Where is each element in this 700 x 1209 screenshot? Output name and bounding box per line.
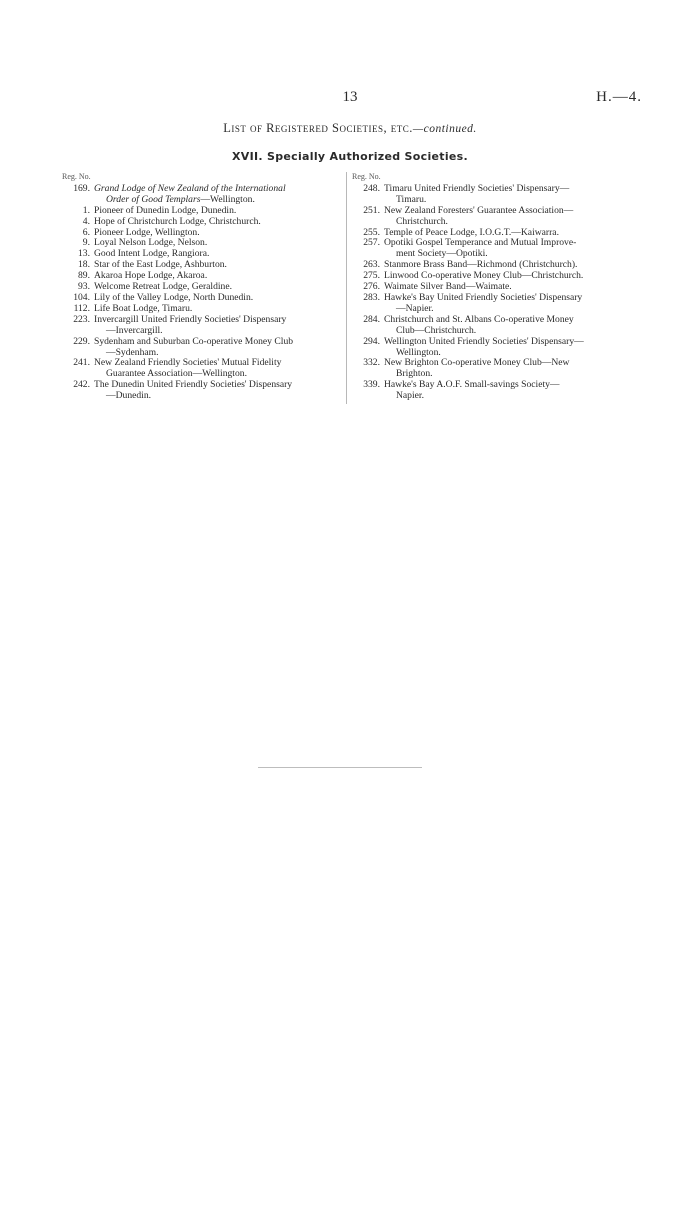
section-heading: XVII. Specially Authorized Societies. xyxy=(232,150,468,163)
society-name xyxy=(384,315,637,337)
society-name-line: Hope of Christchurch Lodge, Christchurch. xyxy=(94,215,261,227)
column-divider xyxy=(346,172,347,404)
reg-number: 13. xyxy=(78,248,90,260)
society-name-line: Christchurch and St. Albans Co-operative Money xyxy=(384,313,574,325)
reg-number: 257. xyxy=(363,237,380,249)
list-item xyxy=(62,337,342,359)
list-item xyxy=(62,358,342,380)
society-name-line: Life Boat Lodge, Timaru. xyxy=(94,302,193,314)
society-location: —Invercargill. xyxy=(106,324,163,336)
society-location: Club—Christchurch. xyxy=(396,324,477,336)
society-name xyxy=(94,184,342,206)
reg-number: 248. xyxy=(363,182,380,194)
society-location: —Dunedin. xyxy=(106,390,152,402)
society-location: Christchurch. xyxy=(396,215,448,227)
society-name-italic: Order of Good Templars xyxy=(106,193,201,205)
society-name-line: Temple of Peace Lodge, I.O.G.T.—Kaiwarra. xyxy=(384,226,559,238)
society-name-line: Invercargill United Friendly Societies' Dispensary xyxy=(94,313,287,325)
list-item xyxy=(62,184,342,206)
society-name xyxy=(94,358,342,380)
society-name xyxy=(94,337,342,359)
reg-number: 223. xyxy=(73,313,90,325)
reg-number: 263. xyxy=(363,259,380,271)
reg-number: 229. xyxy=(73,335,90,347)
reg-number: 241. xyxy=(73,357,90,369)
list-item xyxy=(352,293,637,315)
reg-number: 242. xyxy=(73,379,90,391)
reg-number: 89. xyxy=(78,270,90,282)
list-item xyxy=(352,206,637,228)
running-title-text: List of Registered Societies, etc. xyxy=(223,121,413,135)
society-name-line: Star of the East Lodge, Ashburton. xyxy=(94,259,227,271)
society-location: —Napier. xyxy=(396,302,434,314)
society-name-line: Waimate Silver Band—Waimate. xyxy=(384,281,512,293)
reg-number: 104. xyxy=(73,291,90,303)
society-name xyxy=(384,358,637,380)
running-title xyxy=(0,121,700,136)
society-name-line: Sydenham and Suburban Co-operative Money Club xyxy=(94,335,294,347)
list-item xyxy=(352,380,637,402)
society-location: Timaru. xyxy=(396,193,427,205)
reg-number: 6. xyxy=(82,226,90,238)
society-name-line: New Brighton Co-operative Money Club—New xyxy=(384,357,570,369)
list-item xyxy=(352,315,637,337)
reg-number: 169. xyxy=(73,182,90,194)
society-name-line: Hawke's Bay United Friendly Societies' Dispensary xyxy=(384,291,583,303)
reg-number: 339. xyxy=(363,379,380,391)
society-name xyxy=(94,315,342,337)
society-name-line: Akaroa Hope Lodge, Akaroa. xyxy=(94,270,208,282)
page-number: 13 xyxy=(342,89,358,105)
document-reference: H.—4. xyxy=(596,89,642,105)
society-name-line: Grand Lodge of New Zealand of the International xyxy=(94,182,286,194)
right-column xyxy=(352,172,637,402)
society-name-continuation xyxy=(94,391,342,402)
society-name xyxy=(384,184,637,206)
society-name-line: Stanmore Brass Band—Richmond (Christchurch). xyxy=(384,259,578,271)
society-name-line: Opotiki Gospel Temperance and Mutual Improve- xyxy=(384,237,577,249)
list-item xyxy=(352,337,637,359)
reg-number: 255. xyxy=(363,226,380,238)
society-name xyxy=(384,337,637,359)
society-location: —Sydenham. xyxy=(106,346,159,358)
list-item xyxy=(62,315,342,337)
society-name-line: Welcome Retreat Lodge, Geraldine. xyxy=(94,281,233,293)
society-name-continuation xyxy=(384,391,637,402)
reg-number: 1. xyxy=(82,204,90,216)
list-item xyxy=(62,380,342,402)
reg-number: 284. xyxy=(363,313,380,325)
society-location: Brighton. xyxy=(396,368,433,380)
society-name-line: Timaru United Friendly Societies' Dispensary— xyxy=(384,182,570,194)
column-header: Reg. No. xyxy=(62,172,91,181)
reg-number: 275. xyxy=(363,270,380,282)
bottom-rule xyxy=(258,767,422,768)
society-name-line: Wellington United Friendly Societies' Dispensary— xyxy=(384,335,584,347)
society-name xyxy=(384,380,637,402)
reg-number: 112. xyxy=(73,302,90,314)
society-name xyxy=(94,380,342,402)
reg-number: 276. xyxy=(363,281,380,293)
reg-number: 4. xyxy=(82,215,90,227)
list-item xyxy=(352,184,637,206)
society-name-line: Linwood Co-operative Money Club—Christchurch. xyxy=(384,270,584,282)
reg-number: 294. xyxy=(363,335,380,347)
society-name-line: Loyal Nelson Lodge, Nelson. xyxy=(94,237,208,249)
society-location: Wellington. xyxy=(396,346,441,358)
society-name-line: New Zealand Foresters' Guarantee Association— xyxy=(384,204,574,216)
society-name xyxy=(384,293,637,315)
society-location: —Wellington. xyxy=(200,193,255,205)
left-column xyxy=(62,172,342,402)
society-name-line: New Zealand Friendly Societies' Mutual Fidelity xyxy=(94,357,282,369)
list-item xyxy=(352,238,637,260)
society-location: ment Society—Opotiki. xyxy=(396,248,488,260)
society-name xyxy=(384,238,637,260)
society-location: Guarantee Association—Wellington. xyxy=(106,368,247,380)
reg-number: 332. xyxy=(363,357,380,369)
reg-number: 18. xyxy=(78,259,90,271)
reg-number: 251. xyxy=(363,204,380,216)
society-name-line: Good Intent Lodge, Rangiora. xyxy=(94,248,210,260)
society-location: Napier. xyxy=(396,390,424,402)
running-title-continued: —continued. xyxy=(412,123,477,135)
society-name-line: Lily of the Valley Lodge, North Dunedin. xyxy=(94,291,254,303)
society-name-line: Hawke's Bay A.O.F. Small-savings Society— xyxy=(384,379,560,391)
society-name xyxy=(384,206,637,228)
society-name-line: Pioneer Lodge, Wellington. xyxy=(94,226,200,238)
reg-number: 283. xyxy=(363,291,380,303)
reg-number: 93. xyxy=(78,281,90,293)
column-header: Reg. No. xyxy=(352,172,381,181)
reg-number: 9. xyxy=(82,237,90,249)
society-name-line: The Dunedin United Friendly Societies' Dispensary xyxy=(94,379,293,391)
list-item xyxy=(352,358,637,380)
society-name-line: Pioneer of Dunedin Lodge, Dunedin. xyxy=(94,204,237,216)
